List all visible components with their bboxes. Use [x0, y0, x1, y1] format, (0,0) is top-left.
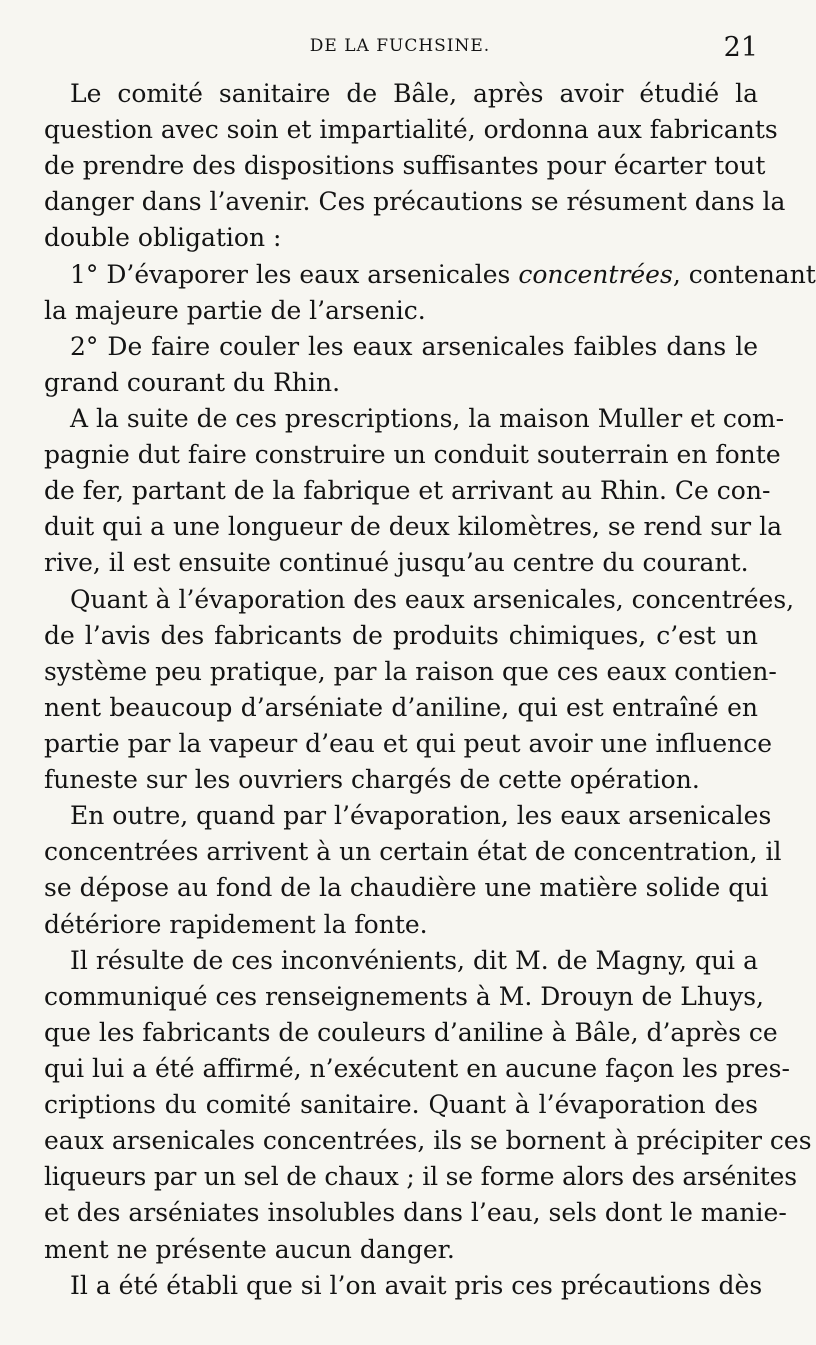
page-number: 21	[723, 32, 758, 63]
text-line: Il résulte de ces inconvénients, dit M. de Magny, qui a	[70, 945, 758, 975]
text-line: de l’avis des fabricants de produits chimiques, c’est un	[44, 620, 758, 650]
text-line: partie par la vapeur d’eau et qui peut avoir une influence	[44, 728, 773, 758]
text-line: concentrées arrivent à un certain état de concentration, il	[44, 837, 782, 867]
text-line: système peu pratique, par la raison que ces eaux contien-	[44, 656, 777, 686]
text-line-part: , contenant	[672, 259, 816, 289]
italic-word: concentrées	[518, 259, 673, 289]
text-line: duit qui a une longueur de deux kilomètres, se rend sur la	[44, 512, 782, 542]
text-line: eaux arsenicales concentrées, ils se bornent à précipiter ces	[44, 1126, 812, 1156]
text-line: criptions du comité sanitaire. Quant à l’évaporation des	[44, 1090, 758, 1120]
text-line: nent beaucoup d’arséniate d’aniline, qui est entraîné en	[44, 692, 758, 722]
text-line: et des arséniates insolubles dans l’eau, sels dont le manie-	[44, 1198, 787, 1228]
text-line: communiqué ces renseignements à M. Drouyn de Lhuys,	[44, 981, 764, 1011]
text-line: liqueurs par un sel de chaux ; il se forme alors des arsénites	[44, 1162, 797, 1192]
text-line	[44, 257, 816, 293]
running-title: DE LA FUCHSINE.	[309, 36, 491, 56]
text-line: danger dans l’avenir. Ces précautions se résument dans la	[44, 187, 786, 217]
text-line: Quant à l’évaporation des eaux arsenicales, concentrées,	[70, 584, 795, 614]
text-line: rive, il est ensuite continué jusqu’au centre du courant.	[44, 548, 749, 578]
page-header	[40, 32, 760, 68]
text-line: qui lui a été affirmé, n’exécutent en aucune façon les pres-	[44, 1053, 790, 1083]
text-line: ment ne présente aucun danger.	[44, 1234, 455, 1264]
text-line: de prendre des dispositions suffisantes pour écarter tout	[44, 151, 766, 181]
text-line: En outre, quand par l’évaporation, les eaux arsenicales	[70, 801, 772, 831]
text-line: question avec soin et impartialité, ordonna aux fabricants	[44, 115, 778, 145]
body-text	[44, 76, 816, 1304]
text-line: pagnie dut faire construire un conduit souterrain en fonte	[44, 440, 781, 470]
text-line: Il a été établi que si l’on avait pris ces précautions dès	[70, 1270, 763, 1300]
text-line: détériore rapidement la fonte.	[44, 909, 428, 939]
text-line: 2° De faire couler les eaux arsenicales faibles dans le	[70, 331, 758, 361]
text-line: de fer, partant de la fabrique et arrivant au Rhin. Ce con-	[44, 476, 771, 506]
text-line: se dépose au fond de la chaudière une matière solide qui	[44, 873, 769, 903]
text-line: A la suite de ces prescriptions, la maison Muller et com-	[70, 403, 785, 433]
text-line-part: 1° D’évaporer les eaux arsenicales	[70, 259, 511, 289]
text-line: Le comité sanitaire de Bâle, après avoir étudié la	[70, 79, 758, 108]
text-line: que les fabricants de couleurs d’aniline à Bâle, d’après ce	[44, 1017, 778, 1047]
text-line: la majeure partie de l’arsenic.	[44, 295, 426, 325]
text-line: grand courant du Rhin.	[44, 367, 341, 397]
text-line: funeste sur les ouvriers chargés de cette opération.	[44, 765, 700, 795]
text-line: double obligation :	[44, 223, 282, 253]
